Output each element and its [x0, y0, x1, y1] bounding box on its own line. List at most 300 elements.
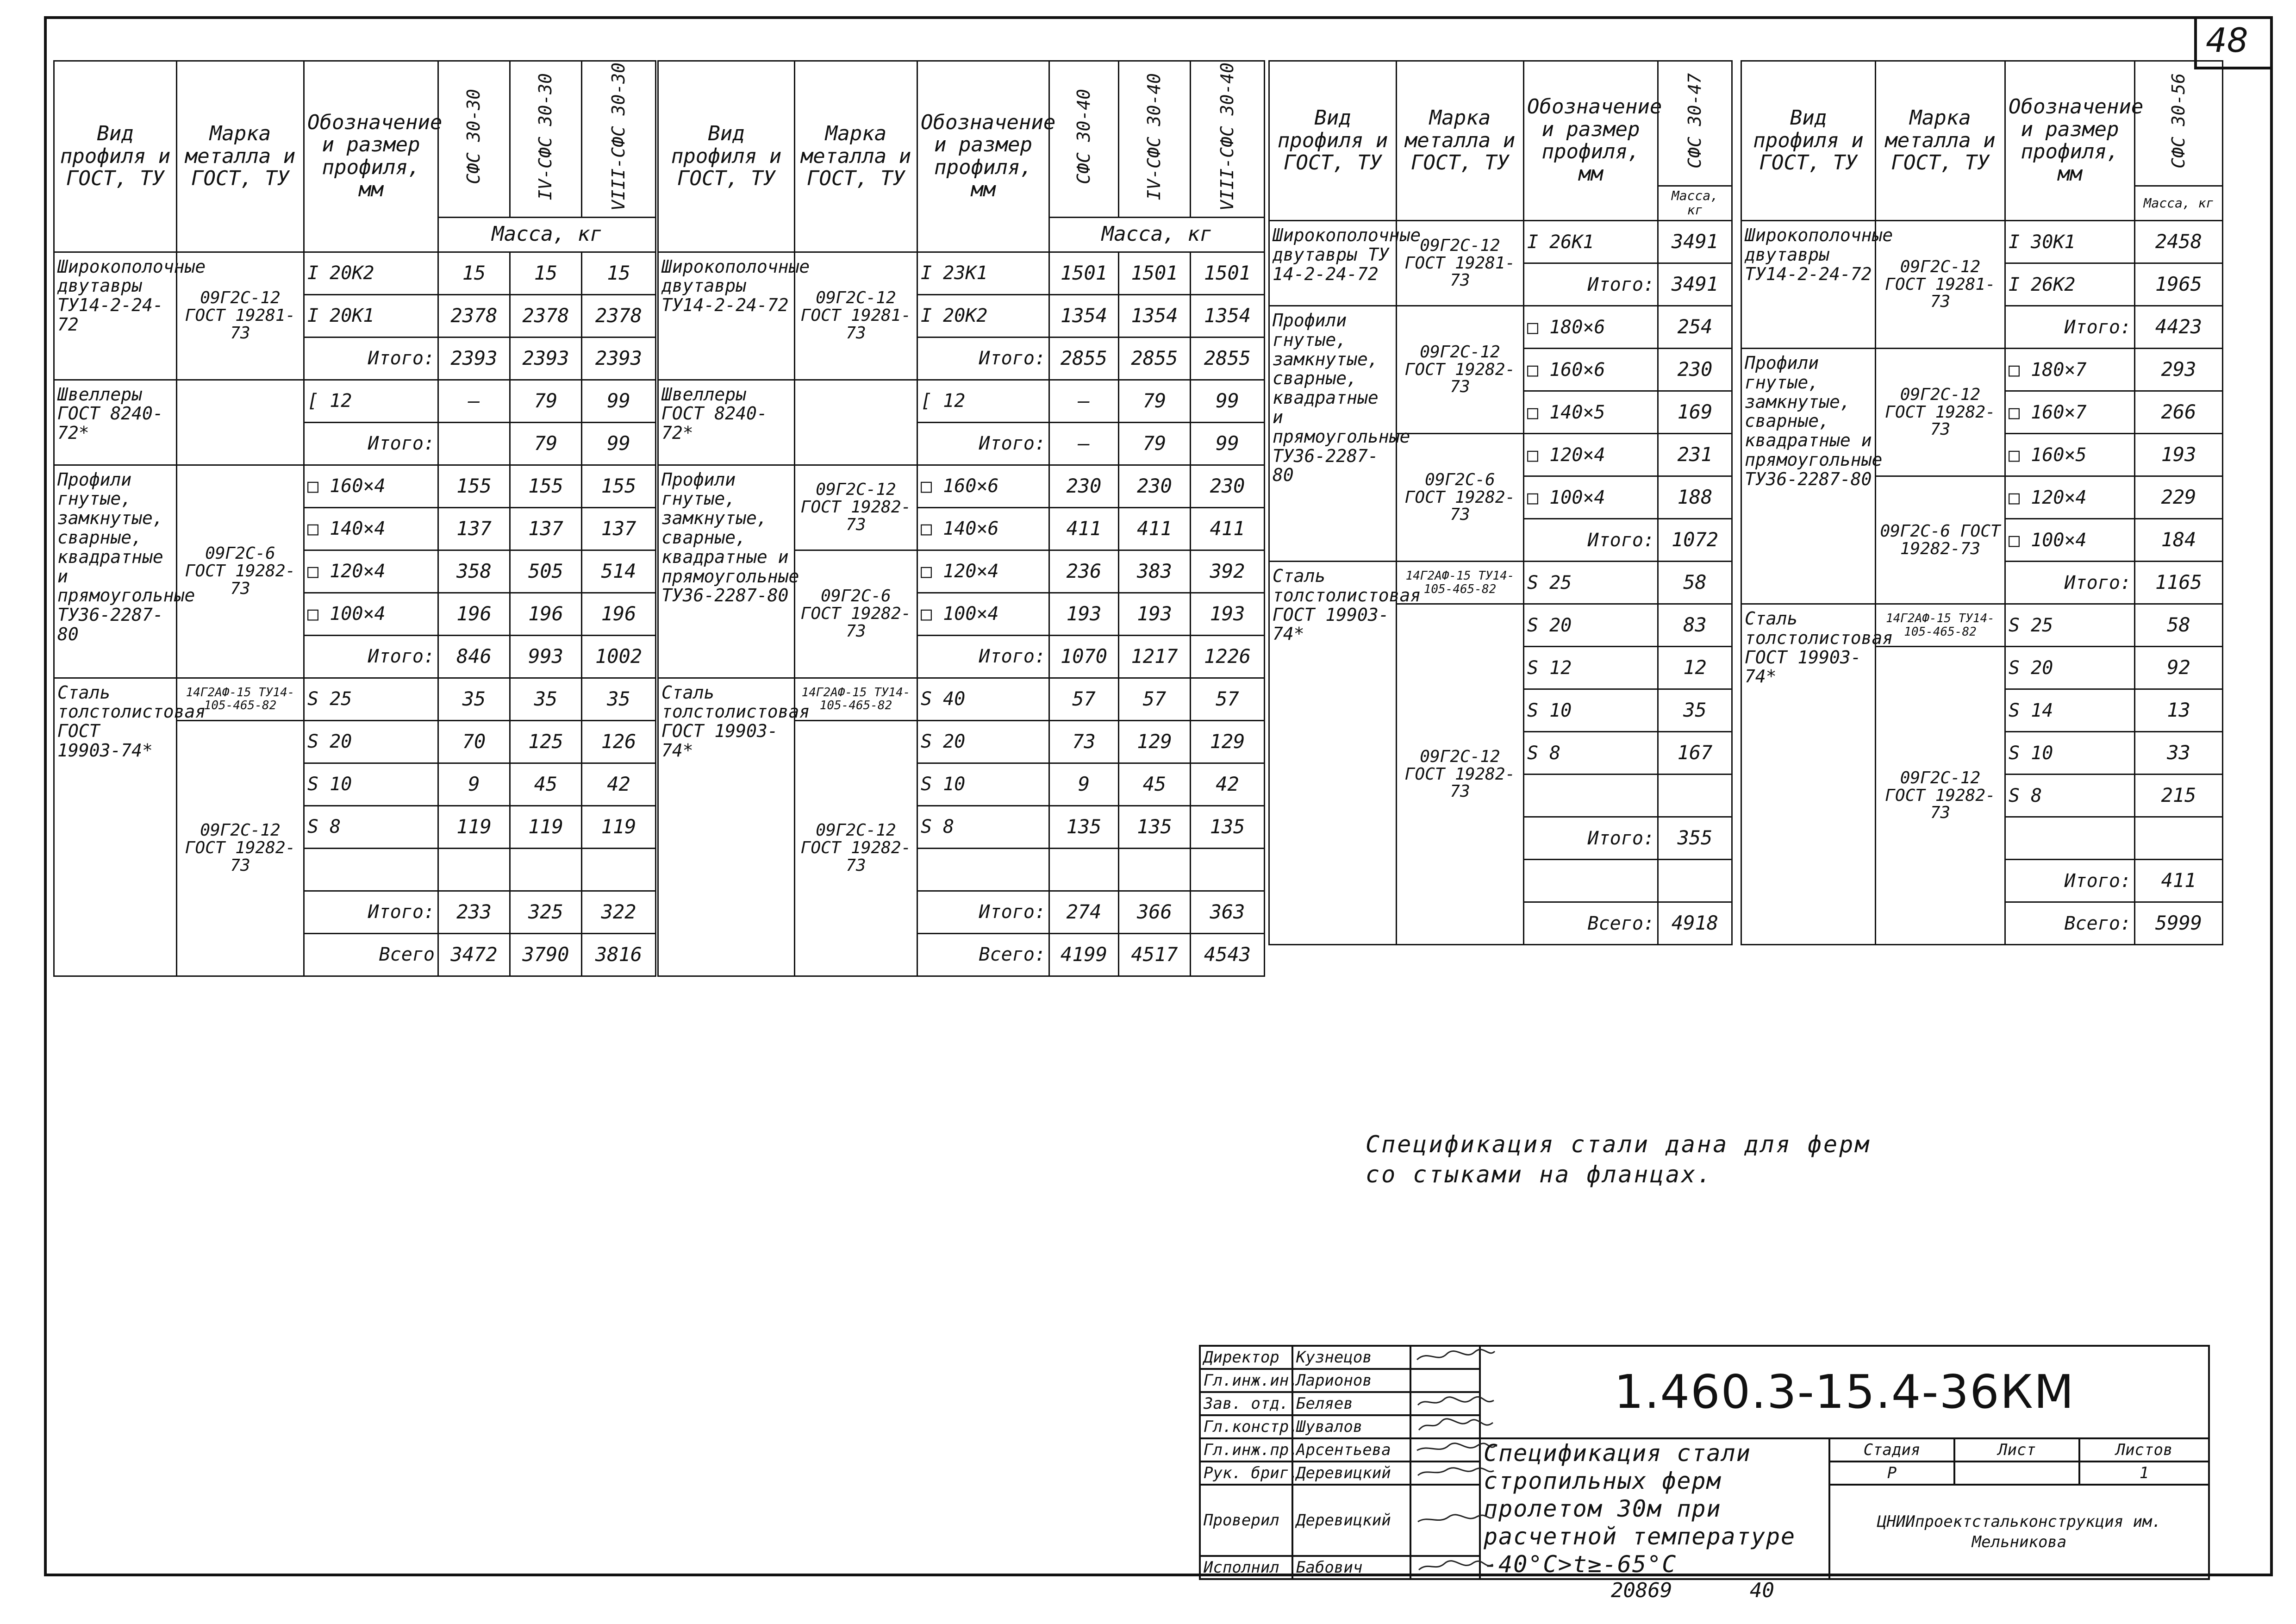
brand-header: IV-СФС 30-40	[1144, 73, 1165, 200]
size-cell: S 25	[1524, 562, 1658, 604]
subtotal-cell: 2855	[1191, 337, 1265, 380]
mass-cell: 169	[1658, 391, 1732, 434]
mass-cell: 3491	[1658, 221, 1732, 263]
mass-cell: 193	[2135, 434, 2223, 476]
mass-cell: 92	[2135, 647, 2223, 689]
mass-cell: 9	[1049, 763, 1119, 806]
col-header-metal: Марка металла и ГОСТ, ТУ	[1397, 61, 1524, 221]
size-cell	[1524, 775, 1658, 817]
size-cell: □ 160×6	[1524, 349, 1658, 391]
brand-header: СФС 30-40	[1073, 89, 1094, 185]
mass-cell: 411	[1191, 507, 1265, 550]
mass-cell: 15	[582, 252, 656, 294]
stamp-name: Деревицкий	[1292, 1462, 1410, 1485]
mass-cell: 99	[582, 380, 656, 422]
spec-note-line-2: со стыками на фланцах.	[1366, 1161, 1713, 1188]
stamp-name: Арсентьева	[1292, 1438, 1410, 1462]
profile-cell: Широкополочные двутавры ТУ14-2-24-72	[54, 252, 177, 380]
mass-cell: 230	[1049, 465, 1119, 507]
col-header-profile: Вид профиля и ГОСТ, ТУ	[658, 61, 795, 252]
size-cell	[917, 848, 1049, 891]
brand-header: VIII-СФС 30-30	[608, 62, 629, 211]
mass-cell: 57	[1049, 678, 1119, 720]
mass-cell: 125	[510, 720, 582, 763]
profile-cell: Швеллеры ГОСТ 8240-72*	[658, 380, 795, 465]
mass-cell: 83	[1658, 604, 1732, 647]
total-cell: 4199	[1049, 933, 1119, 976]
total-cell: 4918	[1658, 902, 1732, 945]
subtotal-cell: 322	[582, 891, 656, 933]
mass-cell: 230	[1191, 465, 1265, 507]
sheet-number: 48	[2206, 21, 2248, 60]
mass-cell: 35	[1658, 689, 1732, 732]
metal-cell: 09Г2С-12 ГОСТ 19282-73	[795, 465, 917, 550]
mass-cell: 358	[438, 550, 510, 593]
sheet-value	[1954, 1462, 2079, 1485]
stamp-name: Шувалов	[1292, 1415, 1410, 1438]
total-label: Всего:	[2005, 902, 2135, 945]
title-block	[1199, 1345, 2210, 1580]
mass-cell	[1658, 860, 1732, 902]
mass-cell: 57	[1119, 678, 1191, 720]
subtotal-cell: 325	[510, 891, 582, 933]
brand-header: VIII-СФС 30-40	[1217, 62, 1237, 211]
col-header-size: Обозначение и размер профиля, мм	[304, 61, 438, 252]
mass-cell: 135	[1049, 806, 1119, 848]
size-cell: S 10	[2005, 732, 2135, 775]
mass-header: Масса, кг	[438, 217, 656, 252]
mass-cell: 12	[1658, 647, 1732, 689]
col-header-profile: Вид профиля и ГОСТ, ТУ	[1269, 61, 1397, 221]
subtotal-cell: 274	[1049, 891, 1119, 933]
subtotal-cell: 2855	[1049, 337, 1119, 380]
subtotal-cell: 846	[438, 635, 510, 678]
signature-mark	[1414, 1463, 1497, 1480]
col-header-size: Обозначение и размер профиля, мм	[917, 61, 1049, 252]
mass-cell: 383	[1119, 550, 1191, 593]
stamp-role: Гл.инж.ин.	[1200, 1369, 1292, 1392]
signature-mark	[1414, 1511, 1497, 1527]
stamp-name: Бабович	[1292, 1556, 1410, 1579]
mass-cell: 196	[438, 593, 510, 635]
stamp-role: Проверил	[1200, 1485, 1292, 1556]
size-cell: S 10	[1524, 689, 1658, 732]
subtotal-cell: 1002	[582, 635, 656, 678]
size-cell: S 8	[304, 806, 438, 848]
size-cell: I 20К2	[304, 252, 438, 294]
subtotal-label: Итого:	[304, 422, 438, 465]
sheets-label: Листов	[2079, 1438, 2209, 1462]
size-cell: S 14	[2005, 689, 2135, 732]
mass-cell: 411	[1049, 507, 1119, 550]
subtotal-cell: 363	[1191, 891, 1265, 933]
mass-cell: 2378	[510, 294, 582, 337]
size-cell: S 8	[1524, 732, 1658, 775]
mass-cell: 137	[582, 507, 656, 550]
size-cell: S 25	[304, 678, 438, 720]
metal-cell: 09Г2С-6 ГОСТ 19282-73	[1876, 476, 2005, 604]
mass-cell: 15	[510, 252, 582, 294]
mass-cell: 196	[582, 593, 656, 635]
size-cell: [ 12	[304, 380, 438, 422]
metal-cell: 09Г2С-12 ГОСТ 19282-73	[1397, 604, 1524, 945]
size-cell: □ 120×4	[304, 550, 438, 593]
mass-cell: 2378	[582, 294, 656, 337]
profile-cell: Профили гнутые, замкнутые, сварные, квадратные и прямоугольные ТУ36-2287-80	[1269, 306, 1397, 562]
size-cell: □ 160×4	[304, 465, 438, 507]
stamp-signature	[1410, 1485, 1480, 1556]
mass-cell: 33	[2135, 732, 2223, 775]
mass-cell	[1119, 848, 1191, 891]
subtotal-label: Итого:	[2005, 306, 2135, 349]
col-header-metal: Марка металла и ГОСТ, ТУ	[1876, 61, 2005, 221]
col-header-metal: Марка металла и ГОСТ, ТУ	[795, 61, 917, 252]
size-cell	[1524, 860, 1658, 902]
total-label: Всего	[304, 933, 438, 976]
size-cell: □ 140×4	[304, 507, 438, 550]
subtotal-cell: 4423	[2135, 306, 2223, 349]
subtotal-label: Итого:	[2005, 860, 2135, 902]
col-header-size: Обозначение и размер профиля, мм	[1524, 61, 1658, 221]
total-cell: 4517	[1119, 933, 1191, 976]
size-cell: S 20	[304, 720, 438, 763]
subtotal-label: Итого:	[1524, 817, 1658, 860]
mass-cell	[1658, 775, 1732, 817]
size-cell: □ 160×7	[2005, 391, 2135, 434]
metal-cell: 09Г2С-12 ГОСТ 19281-73	[795, 252, 917, 380]
profile-cell: Профили гнутые, замкнутые, сварные, квадратные и прямоугольные ТУ36-2287-80	[54, 465, 177, 678]
mass-cell: 45	[1119, 763, 1191, 806]
metal-cell: 09Г2С-12 ГОСТ 19281-73	[1397, 221, 1524, 306]
mass-cell: 13	[2135, 689, 2223, 732]
size-cell: □ 180×6	[1524, 306, 1658, 349]
profile-cell: Широкополочные двутавры ТУ14-2-24-72	[1741, 221, 1876, 349]
mass-cell	[1049, 848, 1119, 891]
mass-cell: 193	[1049, 593, 1119, 635]
size-cell: I 23К1	[917, 252, 1049, 294]
profile-cell: Широкополочные двутавры ТУ14-2-24-72	[658, 252, 795, 380]
metal-cell: 14Г2АФ-15 ТУ14-105-465-82	[795, 678, 917, 720]
mass-cell: 1354	[1191, 294, 1265, 337]
subtotal-cell: 233	[438, 891, 510, 933]
subtotal-label: Итого:	[917, 635, 1049, 678]
mass-cell: 266	[2135, 391, 2223, 434]
mass-cell: 119	[510, 806, 582, 848]
stamp-signature	[1410, 1556, 1480, 1579]
size-cell	[304, 848, 438, 891]
metal-cell: 09Г2С-12 ГОСТ 19281-73	[1876, 221, 2005, 349]
mass-cell	[582, 848, 656, 891]
size-cell: □ 160×5	[2005, 434, 2135, 476]
mass-header: Масса, кг	[1658, 186, 1732, 221]
mass-cell: 293	[2135, 349, 2223, 391]
profile-cell: Профили гнутые, замкнутые, сварные, квадратные и прямоугольные ТУ36-2287-80	[1741, 349, 1876, 604]
mass-cell: 505	[510, 550, 582, 593]
document-title: Спецификация стали стропильных ферм пролетом 30м при расчетной температуре -40°С>t≥-65°С	[1480, 1438, 1829, 1579]
subtotal-cell: 79	[510, 422, 582, 465]
stamp-role: Зав. отд.	[1200, 1392, 1292, 1415]
metal-cell: 14Г2АФ-15 ТУ14-105-465-82	[1876, 604, 2005, 647]
mass-cell: 35	[438, 678, 510, 720]
brand-header: СФС 30-47	[1684, 73, 1705, 169]
size-cell: I 26К2	[2005, 263, 2135, 306]
subtotal-label: Итого:	[304, 635, 438, 678]
size-cell: I 20К1	[304, 294, 438, 337]
size-cell: S 40	[917, 678, 1049, 720]
mass-cell: 15	[438, 252, 510, 294]
brand-header: СФС 30-30	[463, 89, 484, 185]
size-cell: □ 160×6	[917, 465, 1049, 507]
signature-mark	[1414, 1558, 1497, 1574]
metal-cell: 09Г2С-12 ГОСТ 19282-73	[1397, 306, 1524, 434]
subtotal-cell: 2393	[582, 337, 656, 380]
signature-mark	[1414, 1348, 1497, 1364]
metal-cell: 09Г2С-12 ГОСТ 19282-73	[177, 720, 304, 976]
mass-cell: 155	[510, 465, 582, 507]
spec-note-line-1: Спецификация стали дана для ферм	[1366, 1131, 1871, 1158]
size-cell: I 30К1	[2005, 221, 2135, 263]
size-cell: □ 100×4	[304, 593, 438, 635]
size-cell: S 10	[304, 763, 438, 806]
mass-cell: 129	[1191, 720, 1265, 763]
subtotal-cell: 1072	[1658, 519, 1732, 562]
subtotal-cell: 99	[1191, 422, 1265, 465]
profile-cell: Сталь толстолистовая ГОСТ 19903-74*	[1741, 604, 1876, 945]
size-cell: □ 100×4	[1524, 476, 1658, 519]
mass-cell: 70	[438, 720, 510, 763]
subtotal-cell: 1226	[1191, 635, 1265, 678]
stamp-name: Беляев	[1292, 1392, 1410, 1415]
subtotal-cell: 993	[510, 635, 582, 678]
mass-cell: 155	[438, 465, 510, 507]
total-label: Всего:	[917, 933, 1049, 976]
signature-mark	[1414, 1394, 1497, 1411]
stamp-signature	[1410, 1392, 1480, 1415]
mass-cell: 155	[582, 465, 656, 507]
subtotal-label: Итого:	[917, 891, 1049, 933]
mass-cell: 1354	[1049, 294, 1119, 337]
subtotal-label: Итого:	[1524, 263, 1658, 306]
subtotal-cell: 411	[2135, 860, 2223, 902]
size-cell: S 20	[917, 720, 1049, 763]
sheets-value: 1	[2079, 1462, 2209, 1485]
spec-table-block-4	[1741, 60, 2223, 945]
size-cell	[2005, 817, 2135, 860]
mass-cell	[510, 848, 582, 891]
mass-cell: 79	[1119, 380, 1191, 422]
stamp-signature	[1410, 1369, 1480, 1392]
metal-cell	[177, 380, 304, 465]
stamp-signature	[1410, 1415, 1480, 1438]
size-cell: S 8	[917, 806, 1049, 848]
size-cell: I 26К1	[1524, 221, 1658, 263]
mass-cell: 167	[1658, 732, 1732, 775]
mass-cell: 126	[582, 720, 656, 763]
mass-cell: 58	[1658, 562, 1732, 604]
subtotal-cell: 3491	[1658, 263, 1732, 306]
mass-cell: 58	[2135, 604, 2223, 647]
subtotal-cell: 355	[1658, 817, 1732, 860]
subtotal-label: Итого:	[917, 337, 1049, 380]
mass-cell: 184	[2135, 519, 2223, 562]
mass-cell: 129	[1119, 720, 1191, 763]
mass-cell: 135	[1191, 806, 1265, 848]
size-cell: □ 100×4	[2005, 519, 2135, 562]
total-cell: 5999	[2135, 902, 2223, 945]
size-cell: S 10	[917, 763, 1049, 806]
subtotal-label: Итого:	[917, 422, 1049, 465]
subtotal-cell: 2393	[438, 337, 510, 380]
mass-cell: 135	[1119, 806, 1191, 848]
mass-cell: 1354	[1119, 294, 1191, 337]
subtotal-cell: 366	[1119, 891, 1191, 933]
profile-cell: Швеллеры ГОСТ 8240-72*	[54, 380, 177, 465]
profile-cell: Сталь толстолистовая ГОСТ 19903-74*	[54, 678, 177, 976]
metal-cell: 14Г2АФ-15 ТУ14-105-465-82	[177, 678, 304, 720]
profile-cell: Широкополочные двутавры ТУ 14-2-24-72	[1269, 221, 1397, 306]
mass-cell: 236	[1049, 550, 1119, 593]
mass-cell: 42	[1191, 763, 1265, 806]
size-cell: □ 120×4	[1524, 434, 1658, 476]
mass-cell: 9	[438, 763, 510, 806]
mass-cell: —	[438, 380, 510, 422]
stamp-role: Гл.констр.	[1200, 1415, 1292, 1438]
mass-cell: 57	[1191, 678, 1265, 720]
metal-cell: 09Г2С-12 ГОСТ 19282-73	[1876, 647, 2005, 945]
total-label: Всего:	[1524, 902, 1658, 945]
stamp-role: Рук. бриг.	[1200, 1462, 1292, 1485]
size-cell: □ 120×4	[917, 550, 1049, 593]
mass-cell: 35	[582, 678, 656, 720]
size-cell: S 8	[2005, 775, 2135, 817]
bottom-number: 40	[1750, 1579, 1774, 1602]
mass-cell: 1965	[2135, 263, 2223, 306]
mass-cell: 2378	[438, 294, 510, 337]
stamp-role: Директор	[1200, 1346, 1292, 1369]
mass-cell: 392	[1191, 550, 1265, 593]
mass-cell	[1191, 848, 1265, 891]
mass-cell: 35	[510, 678, 582, 720]
mass-cell: 215	[2135, 775, 2223, 817]
mass-cell: —	[1049, 380, 1119, 422]
subtotal-label: Итого:	[304, 337, 438, 380]
subtotal-cell	[438, 422, 510, 465]
stamp-name: Ларионов	[1292, 1369, 1410, 1392]
stage-label: Стадия	[1829, 1438, 1954, 1462]
mass-cell: 193	[1191, 593, 1265, 635]
mass-cell: 193	[1119, 593, 1191, 635]
mass-cell: 231	[1658, 434, 1732, 476]
size-cell: □ 100×4	[917, 593, 1049, 635]
col-header-profile: Вид профиля и ГОСТ, ТУ	[54, 61, 177, 252]
stamp-signature	[1410, 1438, 1480, 1462]
signature-mark	[1414, 1417, 1497, 1434]
profile-cell: Профили гнутые, замкнутые, сварные, квадратные и прямоугольные ТУ36-2287-80	[658, 465, 795, 678]
profile-cell: Сталь толстолистовая ГОСТ 19903-74*	[1269, 562, 1397, 945]
subtotal-label: Итого:	[1524, 519, 1658, 562]
subtotal-cell: 79	[1119, 422, 1191, 465]
total-cell: 3472	[438, 933, 510, 976]
col-header-size: Обозначение и размер профиля, мм	[2005, 61, 2135, 221]
subtotal-cell: 2855	[1119, 337, 1191, 380]
size-cell: S 12	[1524, 647, 1658, 689]
subtotal-cell: 2393	[510, 337, 582, 380]
size-cell: □ 120×4	[2005, 476, 2135, 519]
mass-header: Масса, кг	[1049, 217, 1265, 252]
size-cell: [ 12	[917, 380, 1049, 422]
mass-cell: 137	[510, 507, 582, 550]
mass-header: Масса, кг	[2135, 186, 2223, 221]
sheet-label: Лист	[1954, 1438, 2079, 1462]
mass-cell: 230	[1119, 465, 1191, 507]
stamp-signature	[1410, 1346, 1480, 1369]
subtotal-cell: 99	[582, 422, 656, 465]
mass-cell: 79	[510, 380, 582, 422]
stage-value: Р	[1829, 1462, 1954, 1485]
spec-table-block-3	[1268, 60, 1733, 945]
metal-cell: 09Г2С-12 ГОСТ 19281-73	[177, 252, 304, 380]
mass-cell: 229	[2135, 476, 2223, 519]
brand-header: СФС 30-56	[2168, 73, 2189, 169]
subtotal-cell: 1217	[1119, 635, 1191, 678]
mass-cell: 99	[1191, 380, 1265, 422]
mass-cell: 45	[510, 763, 582, 806]
spec-note	[1366, 1130, 1871, 1190]
mass-cell: 1501	[1119, 252, 1191, 294]
mass-cell: 1501	[1049, 252, 1119, 294]
total-cell: 4543	[1191, 933, 1265, 976]
total-cell: 3790	[510, 933, 582, 976]
archive-number: 20869	[1611, 1579, 1672, 1602]
stamp-signature	[1410, 1462, 1480, 1485]
subtotal-label: Итого:	[304, 891, 438, 933]
mass-cell: 514	[582, 550, 656, 593]
metal-cell: 09Г2С-12 ГОСТ 19282-73	[795, 720, 917, 976]
spec-table-block-2	[657, 60, 1265, 977]
subtotal-cell: —	[1049, 422, 1119, 465]
stamp-name: Деревицкий	[1292, 1485, 1410, 1556]
subtotal-cell: 1070	[1049, 635, 1119, 678]
size-cell: □ 180×7	[2005, 349, 2135, 391]
col-header-profile: Вид профиля и ГОСТ, ТУ	[1741, 61, 1876, 221]
metal-cell: 09Г2С-6 ГОСТ 19282-73	[795, 550, 917, 678]
metal-cell: 09Г2С-12 ГОСТ 19282-73	[1876, 349, 2005, 476]
mass-cell: 119	[438, 806, 510, 848]
brand-header: IV-СФС 30-30	[535, 73, 556, 200]
col-header-metal: Марка металла и ГОСТ, ТУ	[177, 61, 304, 252]
stamp-role: Исполнил	[1200, 1556, 1292, 1579]
mass-cell: 2458	[2135, 221, 2223, 263]
size-cell: S 20	[2005, 647, 2135, 689]
size-cell: S 20	[1524, 604, 1658, 647]
total-cell: 3816	[582, 933, 656, 976]
spec-table-block-1	[53, 60, 656, 977]
mass-cell: 1501	[1191, 252, 1265, 294]
organization: ЦНИИпроектстальконструкция им. Мельникова	[1829, 1485, 2209, 1579]
document-code: 1.460.3-15.4-36КМ	[1480, 1346, 2209, 1438]
metal-cell	[795, 380, 917, 465]
mass-cell: 73	[1049, 720, 1119, 763]
mass-cell: 411	[1119, 507, 1191, 550]
size-cell: S 25	[2005, 604, 2135, 647]
mass-cell: 188	[1658, 476, 1732, 519]
mass-cell: 254	[1658, 306, 1732, 349]
stamp-role: Гл.инж.пр.	[1200, 1438, 1292, 1462]
size-cell: I 20К2	[917, 294, 1049, 337]
size-cell: □ 140×5	[1524, 391, 1658, 434]
mass-cell	[438, 848, 510, 891]
stamp-name: Кузнецов	[1292, 1346, 1410, 1369]
